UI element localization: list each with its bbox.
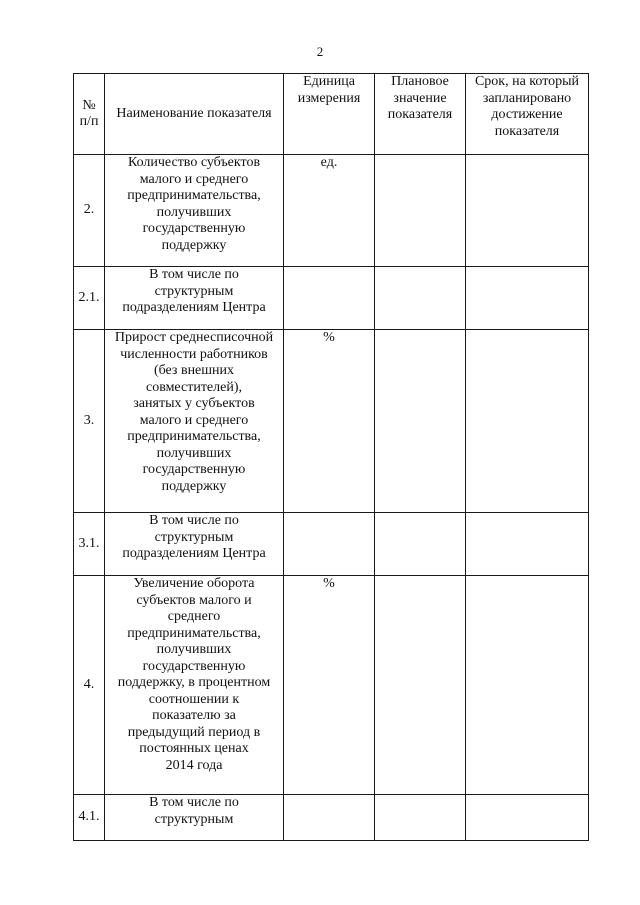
header-num: № п/п xyxy=(74,74,105,155)
header-unit: Единица измерения xyxy=(284,74,375,155)
unit-cell: ед. xyxy=(284,155,375,267)
indicator-name: В том числе по структурным подразделениям Центра xyxy=(105,267,284,330)
deadline-cell xyxy=(466,795,589,841)
deadline-cell xyxy=(466,576,589,795)
row-number: 2. xyxy=(74,155,105,267)
table-row xyxy=(74,267,589,330)
table-row xyxy=(74,576,589,795)
header-name: Наименование показателя xyxy=(105,74,284,155)
indicators-table xyxy=(73,73,589,841)
indicator-name: В том числе по структурным подразделениям Центра xyxy=(105,513,284,576)
table-row xyxy=(74,513,589,576)
row-number: 3.1. xyxy=(74,513,105,576)
plan-value-cell xyxy=(375,267,466,330)
deadline-cell xyxy=(466,155,589,267)
indicator-name: Прирост среднесписочной численности работников (без внешних совместителей), занятых у субъектов малого и среднего предпринимательства, получивших государственную поддержку xyxy=(105,330,284,513)
plan-value-cell xyxy=(375,576,466,795)
header-plan: Плановое значение показателя xyxy=(375,74,466,155)
page-number: 2 xyxy=(316,44,324,59)
indicator-name: Увеличение оборота субъектов малого и среднего предпринимательства, получивших государственную поддержку, в процентном соотношении к показателю за предыдущий период в постоянных ценах 2014 года xyxy=(105,576,284,795)
table-row xyxy=(74,155,589,267)
row-number: 4. xyxy=(74,576,105,795)
unit-cell xyxy=(284,513,375,576)
plan-value-cell xyxy=(375,795,466,841)
unit-cell: % xyxy=(284,576,375,795)
plan-value-cell xyxy=(375,155,466,267)
row-number: 4.1. xyxy=(74,795,105,841)
indicator-name: В том числе по структурным xyxy=(105,795,284,841)
row-number: 3. xyxy=(74,330,105,513)
indicator-name: Количество субъектов малого и среднего предпринимательства, получивших государственную поддержку xyxy=(105,155,284,267)
table-row xyxy=(74,795,589,841)
plan-value-cell xyxy=(375,513,466,576)
unit-cell xyxy=(284,795,375,841)
plan-value-cell xyxy=(375,330,466,513)
unit-cell: % xyxy=(284,330,375,513)
deadline-cell xyxy=(466,330,589,513)
unit-cell xyxy=(284,267,375,330)
deadline-cell xyxy=(466,513,589,576)
deadline-cell xyxy=(466,267,589,330)
table-row xyxy=(74,330,589,513)
header-deadline: Срок, на который запланировано достижение показателя xyxy=(466,74,589,155)
row-number: 2.1. xyxy=(74,267,105,330)
table-header-row xyxy=(74,74,589,155)
